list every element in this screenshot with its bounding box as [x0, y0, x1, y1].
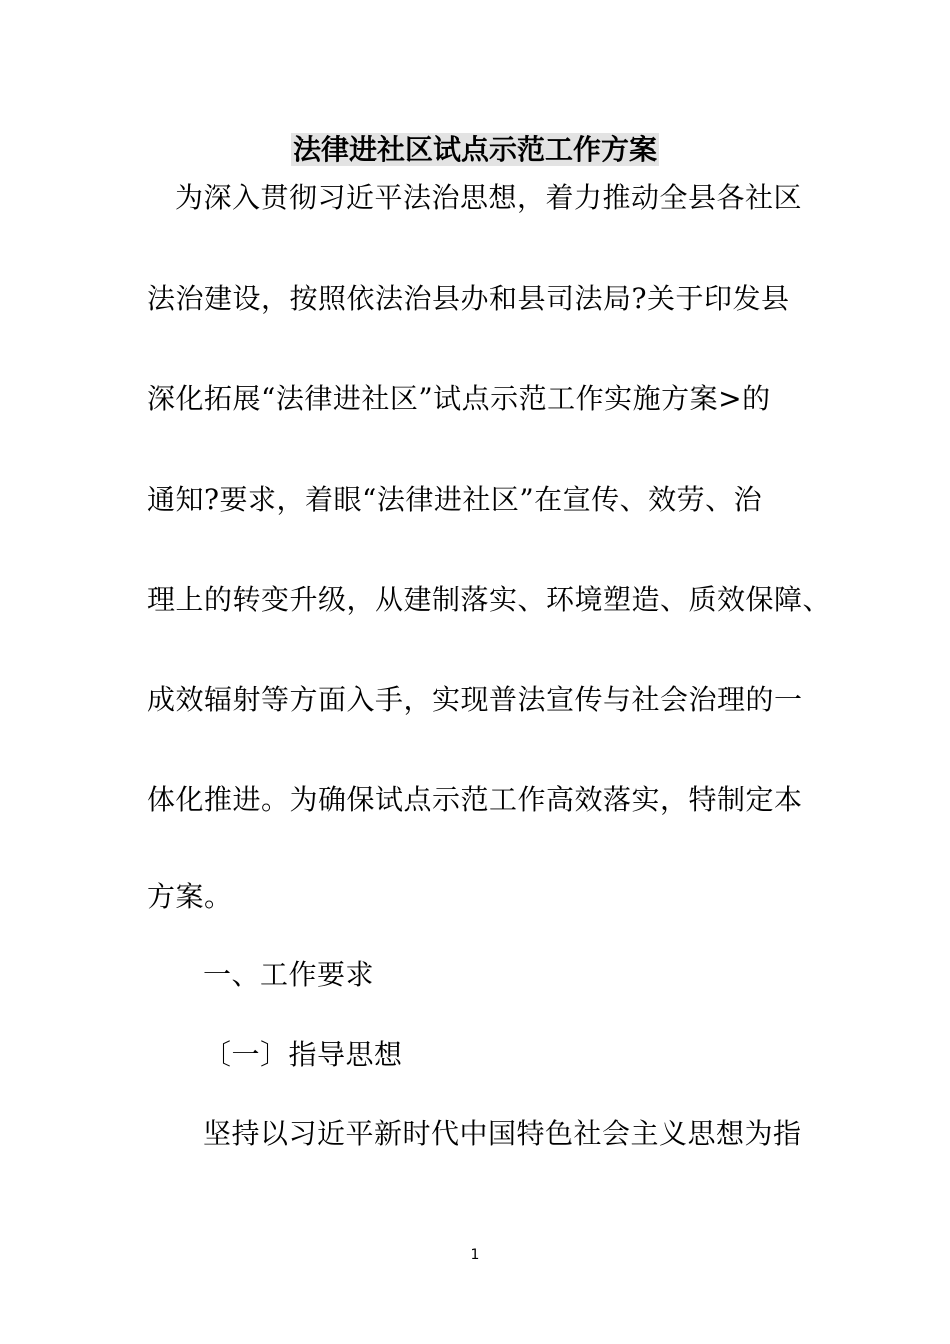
section-heading-work-requirements: 一、工作要求 [203, 958, 375, 991]
paragraph-line-3: 深化拓展“法律进社区”试点示范工作实施方案>的 [147, 382, 771, 415]
paragraph-line-4: 通知?要求，着眼“法律进社区”在宣传、效劳、治 [147, 483, 763, 516]
document-title-text: 法律进社区试点示范工作方案 [292, 133, 657, 166]
paragraph-line-1: 为深入贯彻习近平法治思想，着力推动全县各社区 [175, 181, 803, 214]
paragraph-line-8: 方案。 [147, 880, 233, 913]
paragraph-line-2: 法治建设，按照依法治县办和县司法局?关于印发县 [147, 282, 790, 315]
paragraph-line-7: 体化推进。为确保试点示范工作高效落实，特制定本 [147, 783, 803, 816]
subsection-heading-guiding-ideology: 〔一〕指导思想 [203, 1038, 403, 1071]
paragraph-line-9: 坚持以习近平新时代中国特色社会主义思想为指 [203, 1117, 802, 1150]
document-title [0, 130, 950, 170]
page-number: 1 [470, 1247, 480, 1263]
paragraph-line-6: 成效辐射等方面入手，实现普法宣传与社会治理的一 [147, 683, 803, 716]
paragraph-line-5: 理上的转变升级，从建制落实、环境塑造、质效保障、 [147, 583, 832, 616]
